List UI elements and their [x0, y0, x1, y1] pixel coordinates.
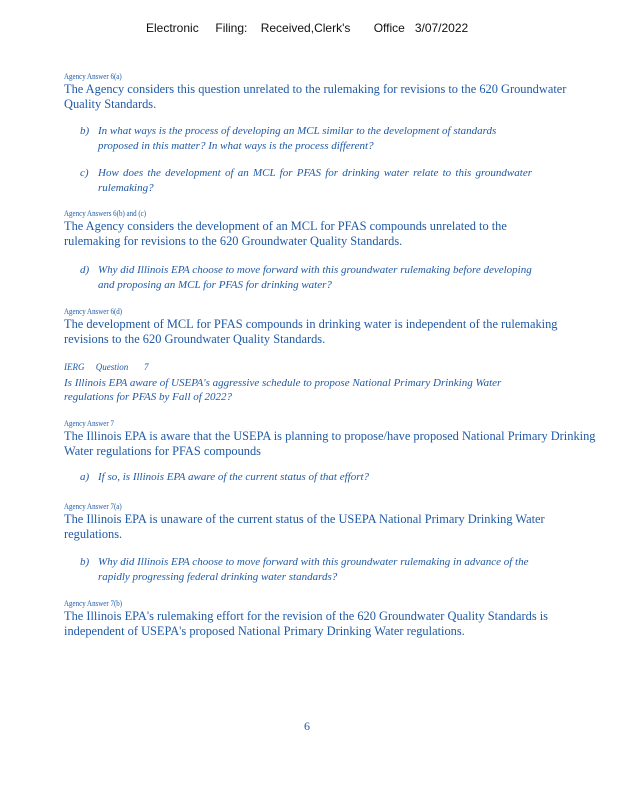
answer-7a-label: Agency Answer 7(a): [64, 501, 122, 511]
page-number: 6: [304, 719, 310, 733]
question-7b-text: Why did Illinois EPA choose to move forward with this groundwater rulemaking in advance of the rapidly progressing federal drinking water standards?: [98, 556, 529, 583]
question-6d-text: Why did Illinois EPA choose to move forward with this groundwater rulemaking before developing and proposing an MCL for PFAS for drinking water?: [98, 264, 532, 291]
question-6c-text: How does the development of an MCL for PFAS for drinking water relate to this groundwater rulemaking?: [98, 167, 532, 194]
answer-6a-text: The Agency considers this question unrelated to the rulemaking for revisions to the 620 Groundwater Quality Standards.: [64, 82, 567, 111]
answer-7b-label: Agency Answer 7(b): [64, 598, 123, 608]
question-6b-letter: b): [80, 125, 90, 137]
answer-6d-label: Agency Answer 6(d): [64, 306, 123, 316]
answer-7-text: The Illinois EPA is aware that the USEPA is planning to propose/have proposed National Primary Drinking Water regulations for PFAS compounds: [64, 429, 596, 458]
answer-6bc-text: The Agency considers the development of an MCL for PFAS compounds unrelated to the rulemaking for revisions to the 620 Groundwater Quality Standards.: [64, 219, 507, 248]
answer-7a-text: The Illinois EPA is unaware of the current status of the USEPA National Primary Drinking Water regulations.: [64, 512, 545, 541]
answer-7-label: Agency Answer 7: [64, 418, 114, 428]
question-6b-text: In what ways is the process of developing an MCL similar to the development of standards proposed in this matter? In what ways is the process different?: [98, 125, 497, 152]
answer-6d-text: The development of MCL for PFAS compounds in drinking water is independent of the rulemaking revisions to the 620 Groundwater Quality Standards.: [64, 317, 558, 346]
ierg-question-7-text: Is Illinois EPA aware of USEPA's aggressive schedule to propose National Primary Drinking Water regulations for PFAS by Fall of 2022?: [64, 377, 502, 403]
filing-stamp-header: Electronic Filing: Received,Clerk's Office 3/07/2022: [146, 21, 469, 35]
answer-6a-label: Agency Answer 6(a): [64, 71, 122, 81]
question-6d-letter: d): [80, 264, 90, 276]
answer-6bc-label: Agency Answers 6(b) and (c): [64, 208, 147, 218]
ierg-question-7-label: IERG Question 7: [64, 362, 149, 372]
question-7a-letter: a): [80, 471, 90, 483]
question-7b-letter: b): [80, 556, 90, 568]
answer-7b-text: The Illinois EPA's rulemaking effort for the revision of the 620 Groundwater Quality Standards is independent of USEPA's proposed National Primary Drinking Water regulations.: [64, 609, 549, 638]
question-6c-letter: c): [80, 167, 89, 179]
question-7a-text: If so, is Illinois EPA aware of the current status of that effort?: [98, 471, 370, 483]
